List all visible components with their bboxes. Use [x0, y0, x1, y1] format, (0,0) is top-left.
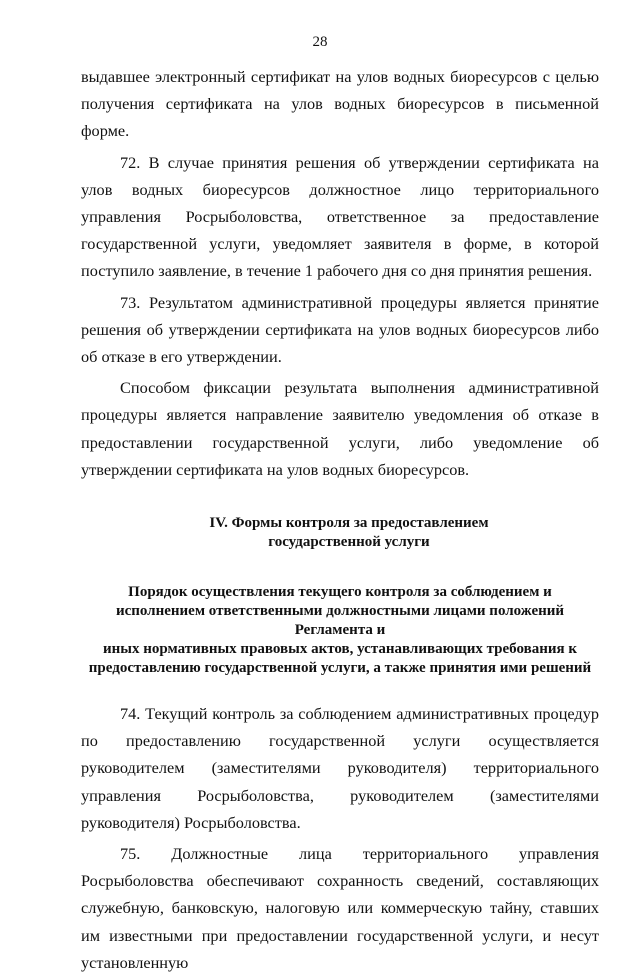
subsection-heading-line-4: предоставлению государственной услуги, а также принятия ими решений: [88, 660, 592, 677]
paragraph-73-fixation: Способом фиксации результата выполнения административной процедуры является направление заявителю уведомления об отказе в предоставлении государственной услуги, либо уведомление об утверждении сертификата на улов водных биоресурсов.: [81, 378, 599, 479]
subsection-heading-line-2: исполнением ответственными должностными лицами положений Регламента и: [115, 603, 565, 639]
page-number: 28: [312, 34, 328, 50]
document-body: [81, 63, 599, 976]
paragraph-72: 72. В случае принятия решения об утверждении сертификата на улов водных биоресурсов должностное лицо территориального управления Росрыболовства, ответственное за предоставление государственной услуги, уведомляет заявителя в форме, в которой поступило заявление, в течение 1 рабочего дня со дня принятия решения.: [81, 152, 599, 281]
subsection-heading: [81, 583, 599, 678]
paragraph-74: 74. Текущий контроль за соблюдением административных процедур по предоставлению государственной услуги осуществляется руководителем (заместителями руководителя) территориального управления Росрыболовства, руководителем (заместителями руководителя) Росрыболовства.: [81, 704, 599, 832]
paragraph-75: 75. Должностные лица территориального управления Росрыболовства обеспечивают сохранность сведений, составляющих служебную, банковскую, налоговую или коммерческую тайну, ставших им известными при предоставлении государственной услуги, и несут установленную: [81, 844, 599, 972]
section-heading-line-2: государственной услуги: [268, 534, 430, 551]
subsection-heading-line-1: Порядок осуществления текущего контроля за соблюдением и: [128, 584, 552, 601]
paragraph-intro: выдавшее электронный сертификат на улов водных биоресурсов с целью получения сертификата на улов водных биоресурсов в письменной форме.: [81, 67, 599, 141]
section-heading-line-1: IV. Формы контроля за предоставлением: [209, 515, 489, 532]
paragraph-73: 73. Результатом административной процедуры является принятие решения об утверждении сертификата на улов водных биоресурсов либо об отказе в его утверждении.: [81, 292, 599, 367]
section-heading: [81, 514, 599, 552]
subsection-heading-line-3: иных нормативных правовых актов, устанавливающих требования к: [102, 641, 577, 658]
